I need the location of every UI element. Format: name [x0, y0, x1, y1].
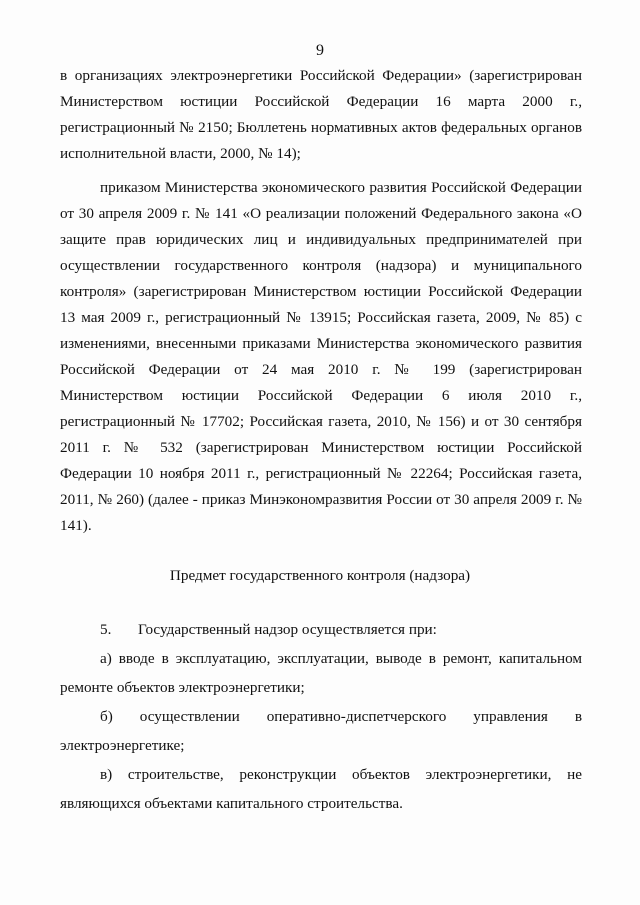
item-lead-text: Государственный надзор осуществляется при: — [138, 621, 437, 638]
item-lead — [60, 615, 582, 644]
paragraph-continuation: в организациях электроэнергетики Российской Федерации» (зарегистрирован Министерством юстиции Российской Федерации 16 марта 2000 г., регистрационный № 2150; Бюллетень нормативных актов федеральных органов исполнительной власти, 2000, № 14); — [60, 67, 582, 162]
item-block — [60, 615, 582, 818]
page-number: 9 — [316, 42, 324, 59]
subitem-c: в) строительстве, реконструкции объектов электроэнергетики, не являющихся объектами капитального строительства. — [60, 766, 582, 812]
subitem-a: а) вводе в эксплуатацию, эксплуатации, выводе в ремонт, капитальном ремонте объектов электроэнергетики; — [60, 650, 582, 696]
section-heading: Предмет государственного контроля (надзора) — [169, 567, 471, 584]
paragraph-order-reference: приказом Министерства экономического развития Российской Федерации от 30 апреля 2009 г. № 141 «О реализации положений Федерального закона «О защите прав юридических лиц и индивидуальных предпринимателей при осуществлении государственного контроля (надзора) и муниципального контроля» (зарегистрирован Министерством юстиции Российской Федерации 13 мая 2009 г., регистрационный № 13915; Российская газета, 2009, № 85) с изменениями, внесенными приказами Министерства экономического развития Российской Федерации от 24 мая 2010 г. № 199 (зарегистрирован Министерством юстиции Российской Федерации 6 июля 2010 г., регистрационный № 17702; Российская газета, 2010, № 156) и от 30 сентября 2011 г. № 532 (зарегистрирован Министерством юстиции Российской Федерации 10 ноября 2011 г., регистрационный № 22264; Российская газета, 2011, № 260) (далее - приказ Минэкономразвития России от 30 апреля 2009 г. № 141). — [60, 179, 582, 534]
subitem-b: б) осуществлении оперативно-диспетчерского управления в электроэнергетике; — [60, 708, 582, 754]
top-paragraph-block — [60, 63, 582, 167]
order-paragraph-block — [60, 175, 582, 539]
item-number: 5. — [100, 621, 112, 638]
